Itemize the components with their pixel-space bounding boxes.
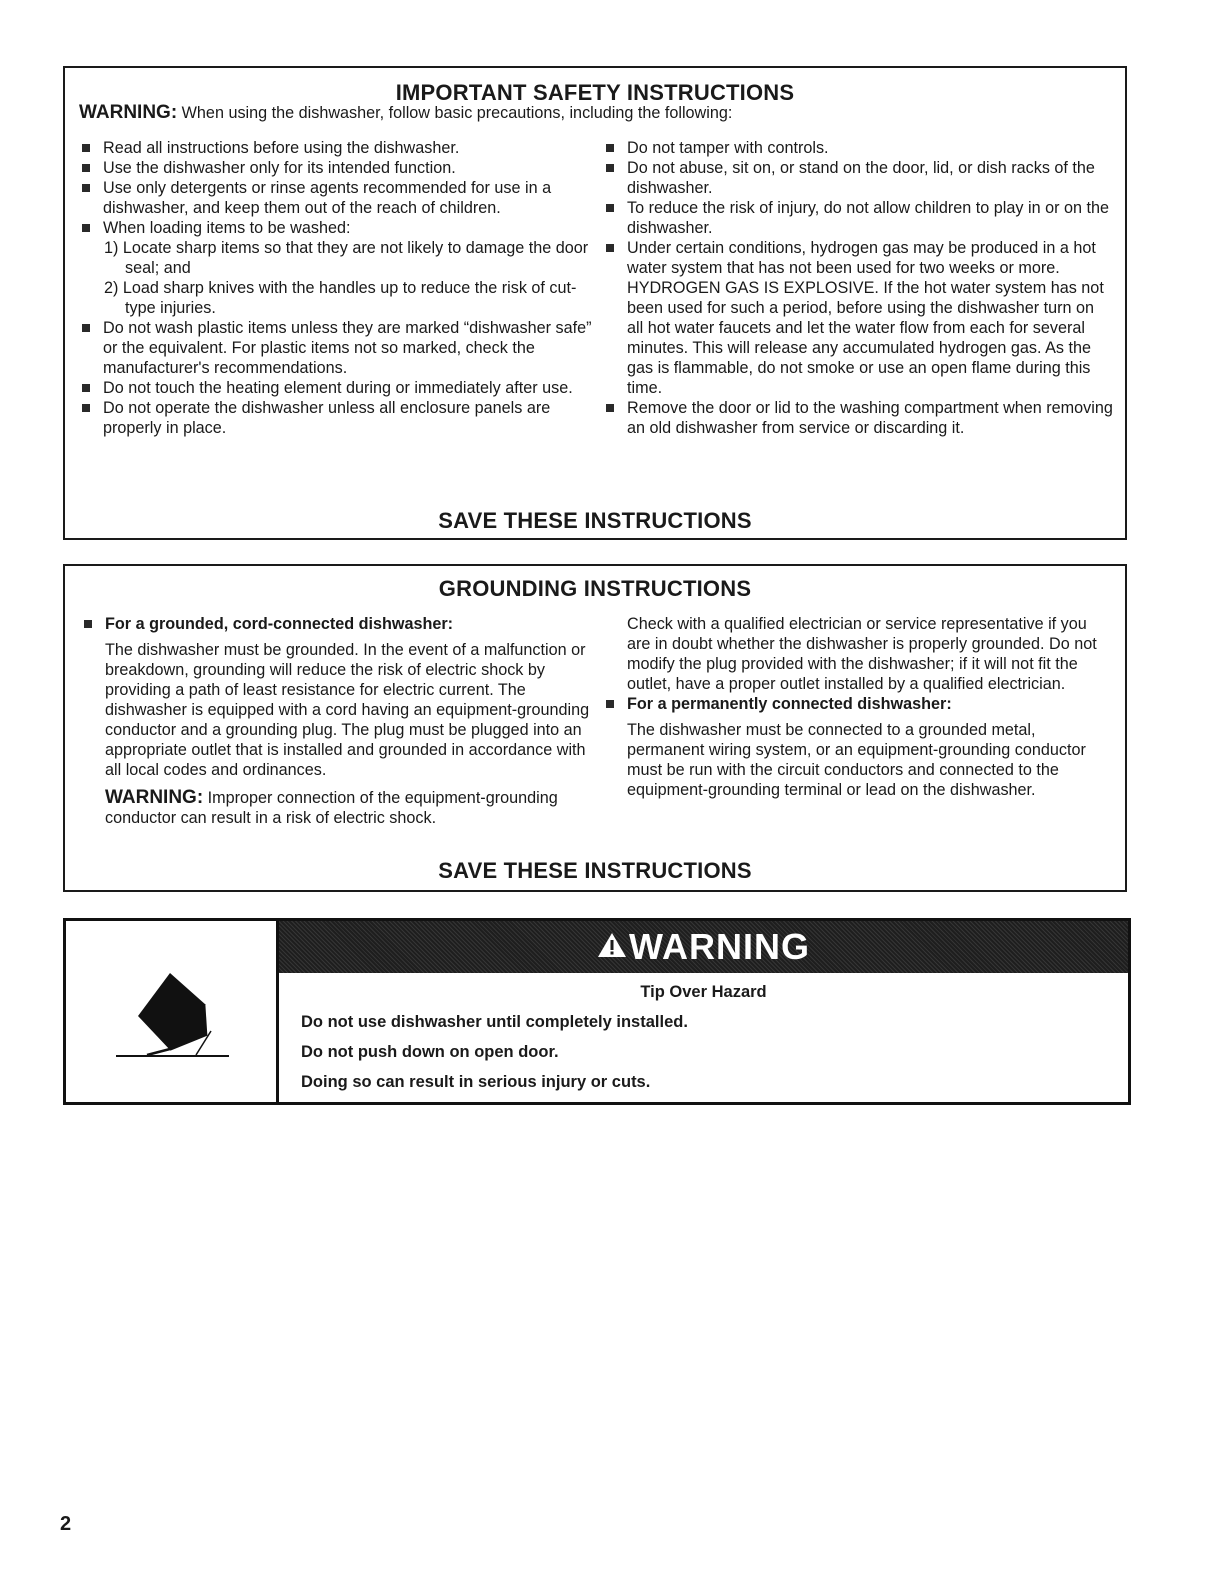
list-item: Use only detergents or rinse agents recommended for use in a dishwasher, and keep them out of the reach of children. — [81, 178, 597, 218]
warning-banner-text: WARNING — [629, 926, 810, 967]
list-item: Read all instructions before using the dishwasher. — [81, 138, 597, 158]
list-item: To reduce the risk of injury, do not allow children to play in or on the dishwasher. — [605, 198, 1113, 238]
safety-right-column — [605, 138, 1113, 438]
list-item: Do not operate the dishwasher unless all enclosure panels are properly in place. — [81, 398, 597, 438]
bullet-icon — [606, 204, 614, 212]
safety-warning-text: When using the dishwasher, follow basic precautions, including the following: — [177, 104, 733, 122]
bullet-icon — [606, 404, 614, 412]
bullet-icon — [82, 184, 90, 192]
corded-text: The dishwasher must be grounded. In the event of a malfunction or breakdown, grounding will reduce the risk of electric shock by providing a path of least resistance for electric current. The dishwasher is equipped with a cord having an equipment-grounding conductor and a grounding plug. The plug must be plugged into an appropriate outlet that is installed and grounded in accordance with all local codes and ordinances. — [105, 641, 590, 779]
bullet-icon — [84, 620, 92, 628]
tip-over-hazard-icon — [66, 921, 276, 1102]
grounding-save-instructions: SAVE THESE INSTRUCTIONS — [438, 858, 752, 883]
safety-left-column — [81, 138, 597, 438]
list-item: Do not tamper with controls. — [605, 138, 1113, 158]
safety-warning-label: WARNING: — [79, 102, 178, 123]
safety-instructions-box — [63, 66, 1127, 540]
list-item: Do not wash plastic items unless they are marked “dishwasher safe” or the equivalent. For plastic items not so marked, check the manufacturer's recommendations. — [81, 318, 597, 378]
grounding-warning-text: Improper connection of the equipment-grounding conductor can result in a risk of electric shock. — [105, 789, 558, 827]
safety-title: IMPORTANT SAFETY INSTRUCTIONS — [395, 80, 795, 105]
grounding-right-column — [605, 614, 1113, 800]
safety-warning — [79, 102, 732, 124]
bullet-icon — [82, 404, 90, 412]
grounding-title: GROUNDING INSTRUCTIONS — [438, 576, 752, 601]
icon-cell — [66, 921, 279, 1102]
bullet-icon — [82, 224, 90, 232]
check-text: Check with a qualified electrician or service representative if you are in doubt whether the dishwasher is properly grounded. Do not modify the plug provided with the dishwasher; if it will not fit the outlet, have a proper outlet installed by a qualified electrician. — [627, 615, 1097, 693]
list-item: Remove the door or lid to the washing compartment when removing an old dishwasher from service or discarding it. — [605, 398, 1113, 438]
bullet-icon — [82, 324, 90, 332]
bullet-icon — [82, 384, 90, 392]
grounding-warning-label: WARNING: — [105, 787, 204, 808]
permanent-heading: For a permanently connected dishwasher: — [605, 694, 1113, 714]
numbered-item: 2) Load sharp knives with the handles up to reduce the risk of cut-type injuries. — [104, 279, 577, 317]
bullet-icon — [82, 164, 90, 172]
bullet-icon — [82, 144, 90, 152]
list-item: Do not abuse, sit on, or stand on the door, lid, or dish racks of the dishwasher. — [605, 158, 1113, 198]
bullet-icon — [606, 164, 614, 172]
warning-banner — [279, 921, 1128, 973]
tip-over-warning-box — [63, 918, 1131, 1105]
hazard-line-3: Doing so can result in serious injury or cuts. — [301, 1073, 651, 1091]
hazard-title: Tip Over Hazard — [640, 983, 767, 1001]
warning-triangle-icon — [597, 926, 627, 968]
bullet-icon — [606, 700, 614, 708]
grounding-warning — [83, 788, 603, 828]
list-item: Do not touch the heating element during or immediately after use. — [81, 378, 597, 398]
grounding-left-column — [83, 614, 603, 828]
list-item: When loading items to be washed: — [81, 218, 597, 238]
permanent-text: The dishwasher must be connected to a grounded metal, permanent wiring system, or an equipment-grounding conductor must be run with the circuit conductors and connected to the equipment-grounding terminal or lead on the dishwasher. — [627, 721, 1086, 799]
corded-heading: For a grounded, cord-connected dishwasher: — [83, 614, 603, 634]
hazard-line-1: Do not use dishwasher until completely installed. — [301, 1013, 688, 1031]
list-item: Use the dishwasher only for its intended function. — [81, 158, 597, 178]
bullet-icon — [606, 244, 614, 252]
hazard-line-2: Do not push down on open door. — [301, 1043, 559, 1061]
list-item: Under certain conditions, hydrogen gas may be produced in a hot water system that has not been used for two weeks or more. HYDROGEN GAS IS EXPLOSIVE. If the hot water system has not been used for such a period, before using the dishwasher turn on all hot water faucets and let the water flow from each for several minutes. This will release any accumulated hydrogen gas. As the gas is flammable, do not smoke or use an open flame during this time. — [605, 238, 1113, 398]
numbered-item: 1) Locate sharp items so that they are not likely to damage the door seal; and — [104, 239, 589, 277]
safety-save-instructions: SAVE THESE INSTRUCTIONS — [438, 508, 752, 533]
bullet-icon — [606, 144, 614, 152]
grounding-instructions-box — [63, 564, 1127, 892]
page-number: 2 — [60, 1513, 72, 1535]
